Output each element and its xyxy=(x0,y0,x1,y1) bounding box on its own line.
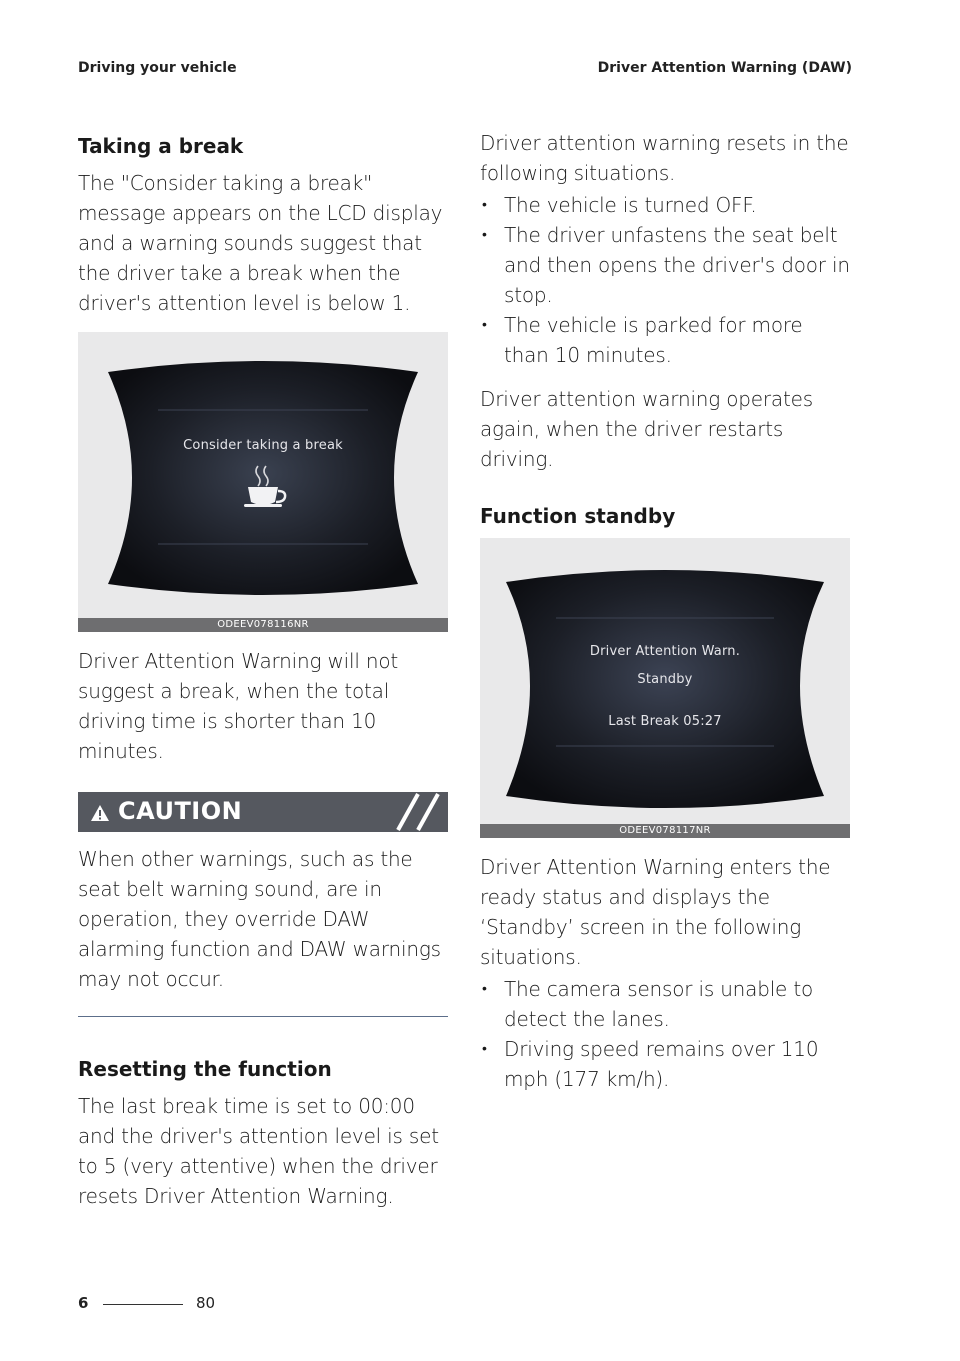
caution-text: When other warnings, such as the seat belt warning sound, are in operation, they override DAW alarming function and DAW warnings may not occur. xyxy=(78,847,441,991)
paragraph: The "Consider taking a break" message appears on the LCD display and a warning sounds suggest that the driver take a break when the driver's attention level is below 1. xyxy=(78,171,443,315)
paragraph: Driver Attention Warning will not suggest a break, when the total driving time is shorter than 10 minutes. xyxy=(78,649,398,763)
paragraph: Driver Attention Warning enters the ready status and displays the ‘Standby’ screen in the following situations. xyxy=(480,855,831,969)
list-item: • The camera sensor is unable to detect the lanes. xyxy=(480,974,850,1034)
bullet-list-resets xyxy=(480,190,850,370)
lcd-display-image xyxy=(480,538,850,824)
warning-triangle-icon xyxy=(90,803,110,823)
footer-rule xyxy=(103,1304,183,1305)
caution-title: CAUTION xyxy=(118,797,243,825)
chapter-number: 6 xyxy=(78,1294,89,1312)
section-heading-taking-a-break: Taking a break xyxy=(78,134,244,158)
paragraph: Driver attention warning resets in the following situations. xyxy=(480,131,849,185)
left-column xyxy=(78,128,448,1225)
lcd-title: Driver Attention Warn. xyxy=(589,644,741,659)
figure-caption: ODEEV078117NR xyxy=(480,824,850,838)
caution-divider xyxy=(78,1016,448,1017)
right-column xyxy=(480,128,850,1108)
bullet-list-standby xyxy=(480,974,850,1094)
section-heading-function-standby: Function standby xyxy=(480,504,676,528)
figure-consider-break xyxy=(78,332,448,632)
paragraph: Driver attention warning operates again, when the driver restarts driving. xyxy=(480,387,813,471)
lcd-last-break: Last Break 05:27 xyxy=(608,714,722,729)
lcd-display-image xyxy=(78,332,448,618)
figure-standby xyxy=(480,538,850,838)
lcd-message: Consider taking a break xyxy=(183,438,343,453)
list-item: • The vehicle is turned OFF. xyxy=(480,190,850,220)
figure-caption: ODEEV078116NR xyxy=(78,618,448,632)
page-number: 80 xyxy=(196,1294,216,1312)
section-heading-resetting: Resetting the function xyxy=(78,1057,332,1081)
caution-banner xyxy=(78,792,448,832)
list-item: • Driving speed remains over 110 mph (177 km/h). xyxy=(480,1034,850,1094)
list-item: • The driver unfastens the seat belt and then opens the driver's door in stop. xyxy=(480,220,850,310)
running-header-right: Driver Attention Warning (DAW) xyxy=(597,60,852,76)
list-item: • The vehicle is parked for more than 10 minutes. xyxy=(480,310,850,370)
lcd-status: Standby xyxy=(637,672,693,687)
running-header-left: Driving your vehicle xyxy=(78,60,237,76)
paragraph: The last break time is set to 00:00 and the driver's attention level is set to 5 (very attentive) when the driver resets Driver Attention Warning. xyxy=(78,1094,439,1208)
caution-stripes-graphic xyxy=(384,792,444,832)
coffee-cup-icon xyxy=(78,332,448,618)
